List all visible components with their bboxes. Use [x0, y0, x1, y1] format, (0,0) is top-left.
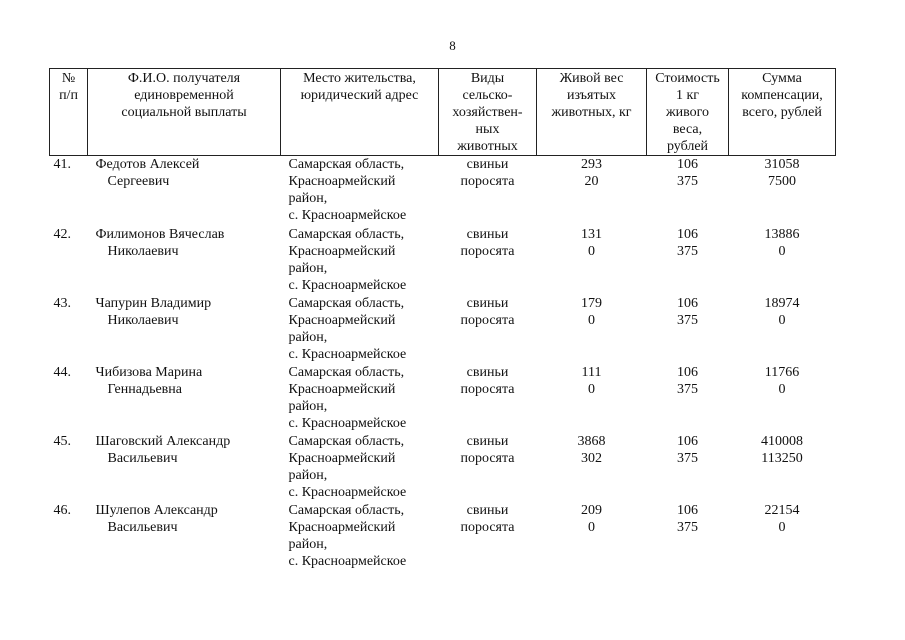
compensation-sums-line: 31058 [764, 157, 800, 172]
header-line: живого [665, 105, 710, 120]
recipient-address [281, 432, 439, 501]
animal-types-line: поросята [460, 312, 515, 328]
header-line: компенсации, [741, 88, 823, 103]
live-weights-line: 20 [584, 174, 599, 189]
recipient-name-line: Сергеевич [107, 174, 170, 189]
animal-types-line: свиньи [466, 364, 509, 380]
header-live-weight [537, 69, 647, 156]
recipient-name-line: Чибизова Марина [95, 364, 203, 380]
recipient-name-line: Чапурин Владимир [95, 295, 212, 311]
costs-per-kg-line: 375 [677, 174, 698, 189]
recipient-name-line: Шаговский Александр [95, 433, 231, 449]
header-line: Сумма [762, 71, 802, 86]
live-weights-line: 209 [581, 502, 602, 518]
recipient-address-line: с. Красноармейское [288, 553, 407, 569]
live-weights-line: 293 [581, 157, 602, 172]
recipient-name-line: Николаевич [107, 312, 179, 328]
recipient-address-line: Самарская область, [288, 433, 405, 449]
costs-per-kg-line: 375 [677, 450, 698, 466]
compensation-sums-line: 0 [778, 381, 786, 397]
recipient-name-line: Васильевич [107, 519, 178, 535]
compensation-sums-line: 7500 [768, 174, 796, 189]
costs-per-kg-line: 375 [677, 243, 698, 259]
live-weights-line: 0 [588, 243, 595, 259]
costs-per-kg-line: 106 [677, 433, 698, 449]
recipient-name [88, 363, 281, 432]
costs-per-kg-line: 375 [677, 381, 698, 397]
header-animal-type [439, 69, 537, 156]
row-number: 46. [53, 502, 71, 518]
recipient-address-line: район, [288, 398, 328, 414]
animal-types [439, 432, 537, 501]
recipient-address-line: Самарская область, [288, 295, 405, 311]
live-weights [537, 432, 647, 501]
animal-types-line: свиньи [466, 226, 509, 242]
recipient-address-line: Самарская область, [288, 502, 405, 518]
header-line: животных [457, 139, 518, 154]
recipient-address [281, 363, 439, 432]
header-line: 1 кг [675, 88, 700, 103]
costs-per-kg-line: 106 [677, 502, 698, 518]
compensation-sums [729, 432, 836, 501]
recipient-address-line: район, [288, 467, 328, 483]
compensation-sums [729, 363, 836, 432]
recipient-address-line: с. Красноармейское [288, 415, 407, 431]
costs-per-kg-line: 106 [677, 226, 698, 242]
compensation-sums-line: 18974 [764, 295, 800, 311]
live-weights-line: 3868 [577, 433, 606, 449]
header-line: всего, рублей [742, 105, 822, 120]
table-row [50, 156, 836, 225]
table-row [50, 501, 836, 570]
animal-types-line: поросята [460, 243, 515, 259]
recipient-name [88, 432, 281, 501]
recipient-name [88, 501, 281, 570]
costs-per-kg [647, 363, 729, 432]
header-line: п/п [59, 88, 78, 103]
recipient-address-line: с. Красноармейское [288, 208, 407, 223]
compensation-sums-line: 11766 [764, 364, 800, 380]
recipient-address-line: с. Красноармейское [288, 346, 407, 362]
compensation-table [49, 68, 836, 570]
recipient-address-line: район, [288, 536, 328, 552]
costs-per-kg [647, 294, 729, 363]
compensation-sums-line: 13886 [764, 226, 800, 242]
row-number: 44. [53, 364, 71, 380]
costs-per-kg [647, 432, 729, 501]
header-compensation-sum [729, 69, 836, 156]
recipient-address-line: Красноармейский [288, 174, 396, 189]
recipient-name-line: Филимонов Вячеслав [95, 226, 225, 242]
compensation-sums [729, 225, 836, 294]
header-line: рублей [666, 139, 709, 154]
live-weights-line: 179 [581, 295, 602, 311]
animal-types [439, 156, 537, 225]
recipient-name [88, 225, 281, 294]
recipient-address [281, 156, 439, 225]
recipient-name-line: Николаевич [107, 243, 179, 259]
live-weights [537, 156, 647, 225]
recipient-address [281, 501, 439, 570]
live-weights [537, 294, 647, 363]
costs-per-kg-line: 106 [677, 364, 698, 380]
recipient-address-line: район, [288, 191, 328, 206]
compensation-sums-line: 0 [778, 312, 786, 328]
compensation-sums [729, 156, 836, 225]
compensation-sums-line: 113250 [761, 450, 803, 466]
table-header-row [50, 69, 836, 156]
recipient-name-line: Геннадьевна [107, 381, 182, 397]
costs-per-kg-line: 375 [677, 519, 698, 535]
compensation-sums [729, 294, 836, 363]
header-cost-per-kg [647, 69, 729, 156]
live-weights-line: 302 [581, 450, 602, 466]
header-name [88, 69, 281, 156]
animal-types-line: поросята [460, 450, 515, 466]
costs-per-kg-line: 375 [677, 312, 698, 328]
compensation-sums-line: 0 [778, 243, 786, 259]
recipient-address-line: район, [288, 329, 328, 345]
row-number: 42. [53, 226, 71, 242]
live-weights [537, 501, 647, 570]
live-weights-line: 0 [588, 312, 595, 328]
animal-types-line: свиньи [466, 295, 509, 311]
recipient-name-line: Федотов Алексей [95, 157, 200, 172]
row-number: 43. [53, 295, 71, 311]
animal-types [439, 225, 537, 294]
recipient-address-line: Самарская область, [288, 157, 405, 172]
header-line: ных [475, 122, 500, 137]
compensation-sums-line: 22154 [764, 502, 800, 518]
table-row [50, 225, 836, 294]
header-line: Место жительства, [303, 71, 416, 86]
header-line: юридический адрес [300, 88, 419, 103]
live-weights-line: 131 [581, 226, 602, 242]
costs-per-kg-line: 106 [677, 157, 698, 172]
row-number: 45. [53, 433, 71, 449]
animal-types-line: свиньи [466, 502, 509, 518]
live-weights-line: 0 [588, 381, 595, 397]
animal-types-line: свиньи [466, 433, 509, 449]
recipient-address-line: Самарская область, [288, 364, 405, 380]
recipient-address [281, 225, 439, 294]
recipient-address-line: Красноармейский [288, 243, 396, 259]
animal-types [439, 294, 537, 363]
costs-per-kg [647, 501, 729, 570]
animal-types [439, 363, 537, 432]
animal-types [439, 501, 537, 570]
compensation-sums-line: 0 [778, 519, 786, 535]
recipient-address-line: с. Красноармейское [288, 484, 407, 500]
live-weights-line: 0 [588, 519, 595, 535]
recipient-address-line: Красноармейский [288, 519, 396, 535]
compensation-sums [729, 501, 836, 570]
live-weights [537, 225, 647, 294]
page-number: 8 [449, 38, 456, 53]
table-row [50, 363, 836, 432]
costs-per-kg [647, 225, 729, 294]
recipient-address-line: Красноармейский [288, 381, 396, 397]
live-weights [537, 363, 647, 432]
header-line: хозяйствен- [452, 105, 523, 120]
recipient-name [88, 156, 281, 225]
animal-types-line: поросята [460, 381, 515, 397]
header-line: единовременной [134, 88, 234, 103]
header-line: Ф.И.О. получателя [127, 71, 241, 86]
table-row [50, 432, 836, 501]
recipient-address-line: с. Красноармейское [288, 277, 407, 293]
animal-types-line: поросята [460, 174, 515, 189]
header-address [281, 69, 439, 156]
recipient-name-line: Шулепов Александр [95, 502, 218, 518]
header-line: животных, кг [551, 105, 632, 120]
live-weights-line: 111 [581, 364, 602, 380]
recipient-address-line: Красноармейский [288, 450, 396, 466]
header-line: Виды [470, 71, 505, 86]
recipient-address [281, 294, 439, 363]
recipient-name [88, 294, 281, 363]
recipient-address-line: Красноармейский [288, 312, 396, 328]
header-line: № [61, 71, 76, 86]
compensation-sums-line: 410008 [761, 433, 803, 449]
costs-per-kg [647, 156, 729, 225]
row-number: 41. [53, 157, 71, 172]
animal-types-line: свиньи [466, 157, 509, 172]
animal-types-line: поросята [460, 519, 515, 535]
recipient-address-line: район, [288, 260, 328, 276]
header-line: социальной выплаты [121, 105, 247, 120]
header-line: изъятых [567, 88, 616, 103]
table-row [50, 294, 836, 363]
header-line: Живой вес [559, 71, 624, 86]
recipient-address-line: Самарская область, [288, 226, 405, 242]
header-line: сельско- [462, 88, 513, 103]
header-line: веса, [672, 122, 703, 137]
header-line: Стоимость [655, 71, 720, 86]
header-num [50, 69, 88, 156]
recipient-name-line: Васильевич [107, 450, 178, 466]
costs-per-kg-line: 106 [677, 295, 698, 311]
